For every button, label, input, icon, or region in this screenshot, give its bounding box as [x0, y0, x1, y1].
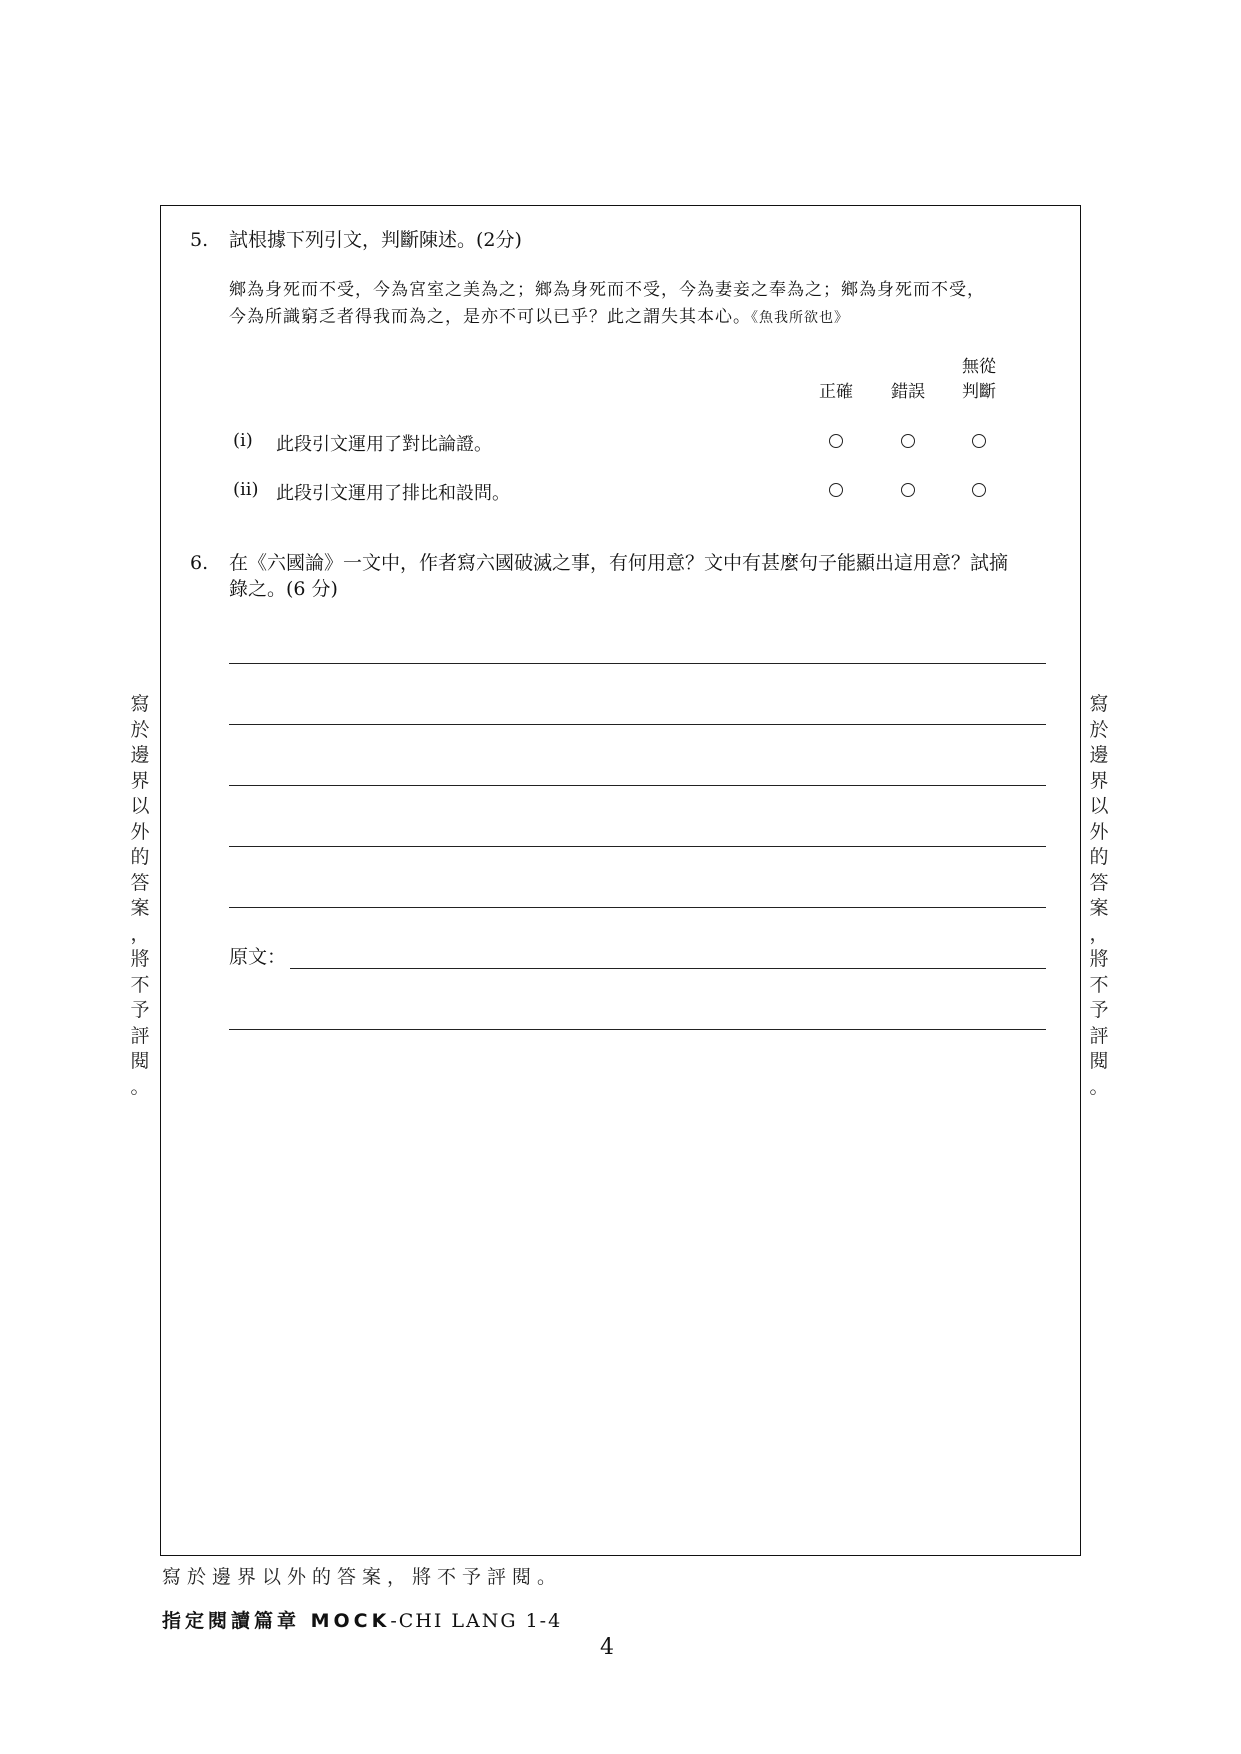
answer-line[interactable]: [229, 663, 1046, 664]
option-header-wrong: 錯誤: [891, 382, 925, 402]
question-5-prompt: 試根據下列引文，判斷陳述。(2分): [229, 229, 522, 251]
quote-line-1: 鄉為身死而不受，今為宮室之美為之；鄉為身死而不受，今為妻妾之奉為之；鄉為身死而不受，: [229, 280, 985, 300]
statement-i-undetermined-radio[interactable]: [972, 434, 986, 448]
footer-boundary-note: 寫於邊界以外的答案，將不予評閱。: [162, 1566, 563, 1588]
answer-line[interactable]: [229, 1029, 1046, 1030]
answer-line[interactable]: [229, 907, 1046, 908]
question-6-prompt: 在《六國論》一文中，作者寫六國破滅之事，有何用意？文中有甚麼句子能顯出這用意？試摘 錄之。(6 分): [229, 552, 1009, 600]
answer-line[interactable]: [229, 785, 1046, 786]
question-5-number: 5.: [190, 229, 209, 251]
statement-i-label: (i): [233, 430, 253, 451]
question-6-number: 6.: [190, 552, 209, 574]
statement-i-wrong-radio[interactable]: [901, 434, 915, 448]
statement-ii-undetermined-radio[interactable]: [972, 483, 986, 497]
answer-line[interactable]: [229, 724, 1046, 725]
answer-line[interactable]: [229, 846, 1046, 847]
left-margin-note: 寫 於 邊 界 以 外 的 答 案 ， 將 不 予 評 閱 。: [130, 693, 150, 1098]
statement-i-correct-radio[interactable]: [829, 434, 843, 448]
statement-i-text: 此段引文運用了對比論證。: [276, 434, 492, 455]
quote-source: 《魚我所欲也》: [751, 310, 849, 326]
paper-code: 指定閱讀篇章 MOCK-CHI LANG 1-4: [162, 1610, 563, 1632]
page-number: 4: [600, 1635, 614, 1660]
statement-ii-text: 此段引文運用了排比和設問。: [276, 483, 510, 504]
option-header-undetermined: 無從 判斷: [962, 357, 996, 402]
right-margin-note: 寫 於 邊 界 以 外 的 答 案 ， 將 不 予 評 閱 。: [1089, 693, 1109, 1098]
question-5-quote: [229, 277, 1059, 332]
original-text-label: 原文：: [229, 946, 287, 968]
answer-box: [160, 205, 1081, 1556]
statement-ii-label: (ii): [233, 479, 259, 500]
statement-ii-wrong-radio[interactable]: [901, 483, 915, 497]
option-header-correct: 正確: [819, 382, 853, 402]
quote-line-2: 今為所識窮乏者得我而為之，是亦不可以已乎？此之謂失其本心。《魚我所欲也》: [229, 307, 849, 327]
statement-ii-correct-radio[interactable]: [829, 483, 843, 497]
original-text-line[interactable]: [290, 968, 1046, 969]
